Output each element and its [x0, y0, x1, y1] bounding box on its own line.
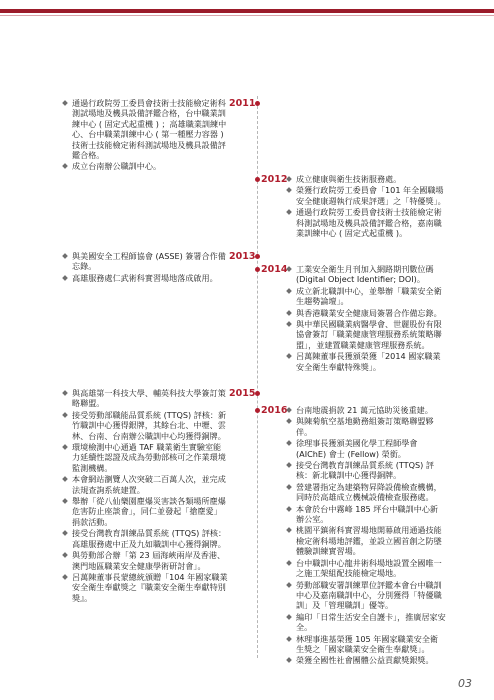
event-item: 榮獲全國性社會團體公益貢獻獎銀獎。	[286, 655, 446, 665]
event-item: 成立台南辦公職訓中心。	[62, 161, 228, 171]
events-2015	[62, 388, 228, 604]
events-2011	[62, 98, 228, 173]
event-item: 工業安全衛生月刊加入網路期刊數位碼(Digital Object Identifier; DOI)。	[286, 264, 446, 285]
timeline-dot-2011	[255, 101, 260, 106]
event-item: 通過行政院勞工委員會技術士技能檢定術科測試場地及機具設備評鑑合格，台中職業訓練中心 ( 固定式起重機 ) ；高雄職業訓練中心、台中職業訓練中心 ( 第一種壓力容器 ) 技術士技能檢定術科測試場地及機具設備評鑑合格。	[62, 98, 228, 160]
event-item: 勞動部職安署訓練單位評鑑本會台中職訓中心及嘉南職訓中心，分別獲得「特優職訓」及「管理職訓」優等。	[286, 580, 446, 611]
event-item: 林理事進基榮獲 105 年國家職業安全衛生獎之「國家職業安全衛生奉獻獎」。	[286, 634, 446, 655]
event-item: 台南地震捐款 21 萬元協助災後重建。	[286, 405, 446, 415]
year-2011: 2011	[229, 98, 256, 109]
event-item: 徐理事長獲頒美國化學工程師學會(AIChE) 會士 (Fellow) 榮銜。	[286, 438, 446, 459]
event-item: 通過行政院勞工委員會技術士技能檢定術科測試場地及機具設備評鑑合格，嘉南職業訓練中心 ( 固定式起重機 )。	[286, 207, 446, 238]
event-item: 環境檢測中心通過 TAF 職業衛生實驗室能力延續性認證及成為勞動部核可之作業環境監測機構。	[62, 442, 228, 473]
event-item: 與中華民國職業病醫學會、世麗股份有限協會簽訂「職業健康管理服務系統策略聯盟」，並建置職業健康管理服務系統。	[286, 319, 446, 350]
event-item: 接受勞動部職能品質系統 (TTQS) 評核：新竹職訓中心獲得銀牌，其餘台北、中壢、雲林、台南、台南辦公職訓中心均獲得銅牌。	[62, 410, 228, 441]
events-2013	[62, 251, 228, 284]
event-item: 編印「日常生活安全自護卡」，推廣居家安全。	[286, 612, 446, 633]
event-item: 高雄服務處仁武術科實習場地落成啟用。	[62, 273, 228, 283]
event-item: 成立健康與衛生技術服務處。	[286, 174, 446, 184]
event-item: 舉辦「從八仙樂園塵爆災害談各類場所塵爆危害防止座談會」，同仁並發起「搶塵愛」捐款活動。	[62, 496, 228, 527]
event-item: 本會網站瀏覽人次突破二百萬人次，並完成法規查詢系統建置。	[62, 474, 228, 495]
event-item: 接受台灣教育訓練品質系統 (TTQS) 評核：新北職訓中心獲得銅牌。	[286, 460, 446, 481]
event-item: 桃園平鎮術科實習場地開幕啟用通過技能檢定術科場地評鑑，並設立國首創之防墜體驗訓練實習場。	[286, 525, 446, 556]
event-item: 台中職訓中心龍井術科場地設置全國唯一之施工架組配技能檢定場地。	[286, 558, 446, 579]
events-2014	[286, 264, 446, 373]
timeline-dot-2015	[255, 391, 260, 396]
events-2012	[286, 174, 446, 239]
top-accent-bar	[0, 9, 494, 13]
top-accent-line	[0, 15, 494, 16]
timeline-dot-2013	[255, 254, 260, 259]
timeline-dot-2016	[255, 408, 260, 413]
year-2013: 2013	[229, 251, 256, 262]
year-2015: 2015	[229, 388, 256, 399]
event-item: 本會於台中霧峰 185 坪台中職訓中心新辦公室。	[286, 504, 446, 525]
event-item: 與高雄第一科技大學、輔英科技大學簽訂策略聯盟。	[62, 388, 228, 409]
event-item: 與香港職業安全健康局簽署合作備忘錄。	[286, 308, 446, 318]
event-item: 與勞動部合辦「第 23 屆海峽兩岸及香港、澳門地區職業安全健康學術研討會」。	[62, 550, 228, 571]
timeline-dot-2014	[255, 267, 260, 272]
event-item: 榮獲行政院勞工委員會「101 年全國職場安全健康週執行成果評選」之「特優獎」。	[286, 185, 446, 206]
event-item: 呂萬陳董事長蒙總統頒贈「104 年國家職業安全衛生奉獻獎之『職業安全衛生奉獻特別獎』。	[62, 572, 228, 603]
event-item: 營建署指定為建築物昇降設備檢查機構，同時於高雄成立機械設備檢查服務處。	[286, 482, 446, 503]
year-2016: 2016	[261, 405, 288, 416]
year-2014: 2014	[261, 264, 288, 275]
timeline-dot-2012	[255, 177, 260, 182]
event-item: 呂萬陳董事長獲頒榮獲「2014 國家職業安全衛生奉獻特殊獎」。	[286, 351, 446, 372]
event-item: 與美國安全工程師協會 (ASSE) 簽署合作備忘錄。	[62, 251, 228, 272]
events-2016	[286, 405, 446, 667]
event-item: 成立新北職訓中心，並舉辦「職業安全衛生趨勢論壇」。	[286, 286, 446, 307]
event-item: 與陳菊航空基地勤務組簽訂策略聯盟夥伴。	[286, 416, 446, 437]
page-number: 03	[458, 677, 472, 690]
year-2012: 2012	[261, 174, 288, 185]
event-item: 接受台灣教育訓練品質系統 (TTQS) 評核：高雄服務處中正及九如職訓中心獲得銅牌。	[62, 528, 228, 549]
